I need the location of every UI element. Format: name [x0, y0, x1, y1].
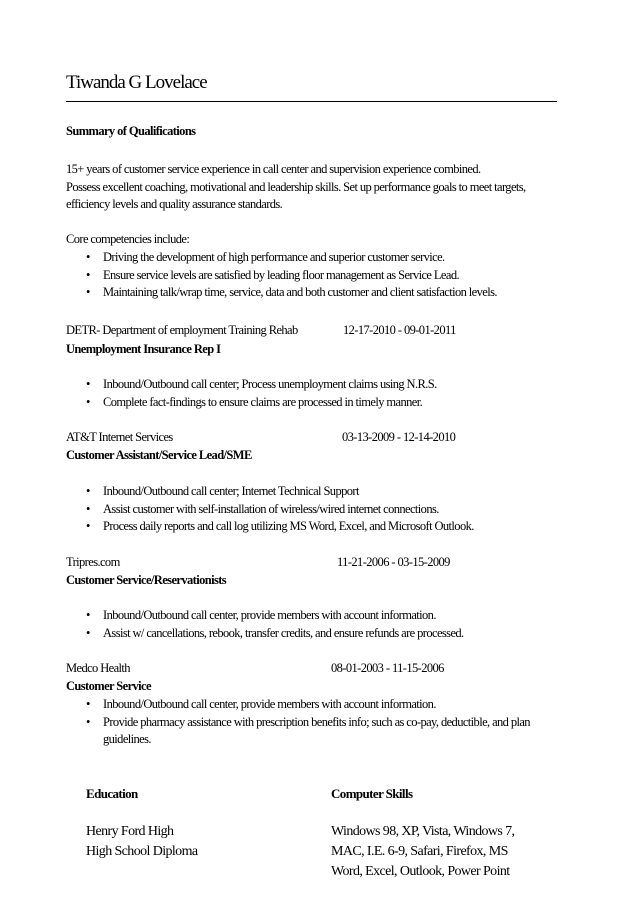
- list-item: • Ensure service levels are satisfied by leading floor management as Service Lead.: [66, 267, 566, 285]
- computer-skills-details: [331, 822, 514, 882]
- list-item: • Inbound/Outbound call center, provide members with account information.: [66, 607, 566, 625]
- summary-line: efficiency levels and quality assurance standards.: [66, 197, 283, 211]
- education-heading: Education: [86, 786, 138, 801]
- list-item: • Inbound/Outbound call center; Internet Technical Support: [66, 483, 566, 501]
- list-item: • Process daily reports and call log utilizing MS Word, Excel, and Microsoft Outlook.: [66, 518, 566, 536]
- skills-line: Word, Excel, Outlook, Power Point: [331, 864, 510, 879]
- list-item: • Assist w/ cancellations, rebook, transfer credits, and ensure refunds are processed.: [66, 625, 566, 643]
- summary-heading: Summary of Qualifications: [66, 124, 196, 138]
- list-item: • Inbound/Outbound call center, provide members with account information.: [66, 696, 566, 714]
- job-company: DETR- Department of employment Training Rehab: [66, 323, 298, 337]
- job-dates: 11-21-2006 - 03-15-2009: [337, 555, 450, 569]
- skills-line: Windows 98, XP, Vista, Windows 7,: [331, 824, 515, 839]
- list-item: • Complete fact-findings to ensure claims are processed in timely manner.: [66, 394, 566, 412]
- job-bullets: [66, 607, 566, 642]
- header-divider: [66, 101, 557, 102]
- job-bullets: [66, 483, 566, 536]
- summary-text: [66, 161, 566, 214]
- list-item: • Provide pharmacy assistance with prescription benefits info; such as co-pay, deductible, and plan guidelines.: [66, 714, 566, 749]
- job-company: AT&T Internet Services: [66, 430, 173, 444]
- job-title: Customer Assistant/Service Lead/SME: [66, 448, 252, 462]
- list-item: • Assist customer with self-installation of wireless/wired internet connections.: [66, 501, 566, 519]
- job-title: Customer Service: [66, 679, 151, 693]
- job-title: Customer Service/Reservationists: [66, 573, 227, 587]
- education-line: High School Diploma: [86, 844, 198, 859]
- computer-skills-heading: Computer Skills: [331, 786, 413, 801]
- job-bullets: [66, 696, 566, 749]
- job-company: Tripres.com: [66, 555, 120, 569]
- resume-name: Tiwanda G Lovelace: [66, 72, 207, 93]
- summary-line: Possess excellent coaching, motivational and leadership skills. Set up performance goals to meet targets,: [66, 179, 526, 194]
- summary-line: 15+ years of customer service experience in call center and supervision experience combined.: [66, 162, 481, 176]
- education-line: Henry Ford High: [86, 824, 174, 839]
- list-item: • Driving the development of high performance and superior customer service.: [66, 249, 566, 267]
- job-dates: 03-13-2009 - 12-14-2010: [342, 430, 456, 444]
- list-item: • Inbound/Outbound call center; Process unemployment claims using N.R.S.: [66, 376, 566, 394]
- job-company: Medco Health: [66, 661, 130, 675]
- core-competencies-list: [66, 249, 566, 302]
- skills-line: MAC, I.E. 6-9, Safari, Firefox, MS: [331, 844, 508, 859]
- list-item: • Maintaining talk/wrap time, service, data and both customer and client satisfaction levels.: [66, 284, 566, 302]
- job-dates: 08-01-2003 - 11-15-2006: [331, 661, 444, 675]
- job-bullets: [66, 376, 566, 411]
- job-title: Unemployment Insurance Rep I: [66, 342, 221, 356]
- education-details: [86, 822, 197, 862]
- core-competencies-label: Core competencies include:: [66, 232, 190, 246]
- job-dates: 12-17-2010 - 09-01-2011: [343, 323, 456, 337]
